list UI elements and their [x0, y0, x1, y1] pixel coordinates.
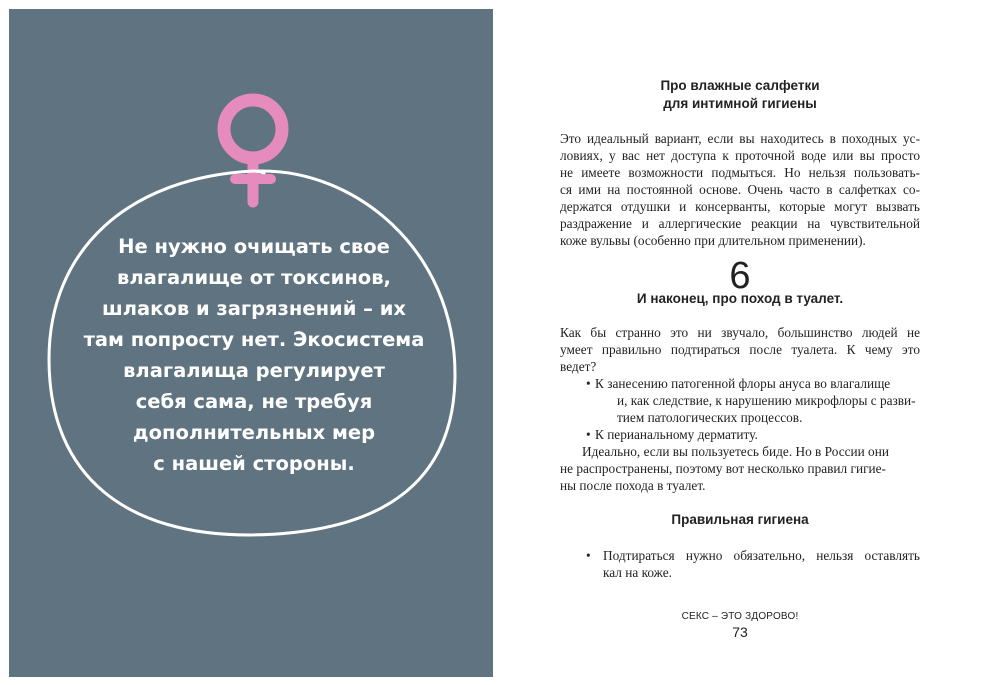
quote-line: с нашей стороны.: [153, 452, 355, 475]
page-footer: [660, 610, 820, 641]
quote-line: шлаков и загрязнений – их: [102, 297, 406, 320]
text-line: ся ими на постоянной основе. Очень часто в салфетках со-: [560, 182, 920, 197]
text-line: Это идеальный вариант, если вы находитесь в походных ус-: [560, 131, 920, 146]
quote-line: Не нужно очищать свое: [118, 235, 390, 258]
text-line: и, как следствие, к нарушению микрофлоры с разви-: [617, 393, 916, 408]
text-line: ловиях, у вас нет доступа к проточной воде или вы просто: [560, 148, 920, 163]
section-heading-hygiene: Правильная гигиена: [671, 512, 809, 527]
text-line: коже вульвы (особенно при длительном применении).: [560, 233, 866, 248]
text-line: держатся отдушки и консерванты, которые могут вызвать: [560, 199, 920, 214]
heading-line: для интимной гигиены: [663, 96, 817, 111]
paragraph-bidet: [560, 443, 920, 494]
text-line: ведет?: [560, 359, 597, 374]
bullet-icon: •: [586, 548, 591, 563]
text-line: умеет правильно подтираться после туалета. К чему это: [560, 342, 920, 357]
quote-line: влагалища регулирует: [123, 359, 385, 382]
bullet-item: [560, 426, 920, 443]
quote-line: влагалище от токсинов,: [117, 266, 391, 289]
bullet-icon: •: [586, 376, 591, 391]
section-heading-toilet: И наконец, про поход в туалет.: [636, 291, 844, 306]
text-line: Как бы странно это ни звучало, большинство людей не: [560, 325, 920, 340]
paragraph-toilet: [560, 324, 920, 375]
left-page-panel: [9, 9, 493, 677]
text-line: Подтираться нужно обязательно, нельзя оставлять: [603, 548, 920, 563]
text-line: К перианальному дерматиту.: [595, 427, 758, 442]
page-number: 73: [732, 624, 748, 640]
text-line: тием патологических процессов.: [617, 410, 803, 425]
bullet-icon: •: [586, 427, 591, 442]
text-line: не имеете возможности подмыться. Но нельзя пользовать-: [560, 165, 920, 180]
section-heading-wipes: [560, 77, 920, 113]
paragraph-wipes: [560, 130, 920, 249]
text-line: кал на коже.: [603, 565, 672, 580]
running-title: СЕКС – ЭТО ЗДОРОВО!: [681, 611, 799, 622]
quote-text: [69, 231, 439, 479]
text-line: раздражение и аллергические реакции на чувствительной: [560, 216, 920, 231]
bullet-item: [560, 375, 920, 426]
text-line: не распространены, поэтому вот несколько правил гигие-: [560, 461, 886, 476]
female-symbol-icon: [224, 100, 282, 202]
quote-line: там попросту нет. Экосистема: [83, 328, 425, 351]
text-line: К занесению патогенной флоры ануса во влагалище: [595, 376, 891, 391]
bullet-item: [560, 547, 920, 581]
text-line: ны после похода в туалет.: [560, 478, 706, 493]
heading-line: Про влажные салфетки: [660, 78, 820, 93]
section-number: 6: [729, 255, 751, 297]
quote-line: себя сама, не требуя: [135, 390, 373, 413]
right-page-text: [560, 70, 920, 581]
quote-line: дополнительных мер: [132, 421, 376, 444]
text-line: Идеально, если вы пользуетесь биде. Но в России они: [582, 444, 889, 459]
